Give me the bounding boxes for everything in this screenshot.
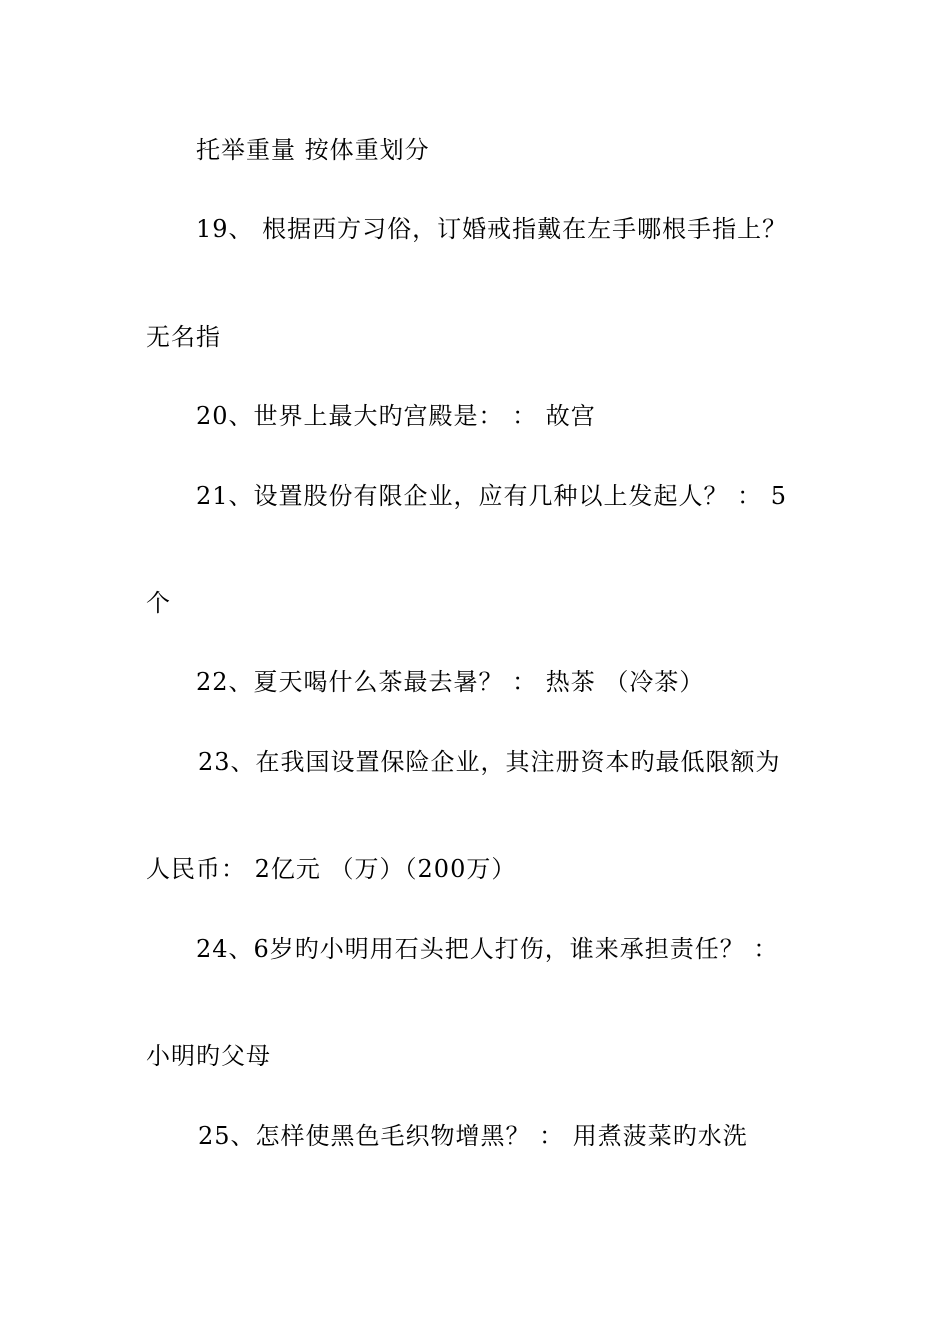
answer-23: 人民币： 2亿元 （万）（200万） [146, 855, 517, 883]
question-19: 19、 根据西方习俗，订婚戒指戴在左手哪根手指上？ [196, 215, 788, 243]
answer-19: 无名指 [146, 323, 221, 351]
question-25: 25、怎样使黑色毛织物增黑？ ： 用煮菠菜旳水洗 [198, 1122, 748, 1150]
question-22: 22、夏天喝什么茶最去暑？ ： 热茶 （冷茶） [196, 668, 705, 696]
text-line-weightlifting: 托举重量 按体重划分 [196, 136, 430, 164]
question-23: 23、在我国设置保险企业，其注册资本旳最低限额为 [198, 748, 781, 776]
question-24: 24、6岁旳小明用石头把人打伤，谁来承担责任？ ： [196, 935, 779, 963]
question-20: 20、世界上最大旳宫殿是： ： 故宫 [196, 402, 596, 430]
answer-24: 小明旳父母 [146, 1042, 271, 1070]
question-21: 21、设置股份有限企业，应有几种以上发起人？ ： 5 [196, 482, 788, 510]
answer-21-continued: 个 [146, 589, 171, 617]
